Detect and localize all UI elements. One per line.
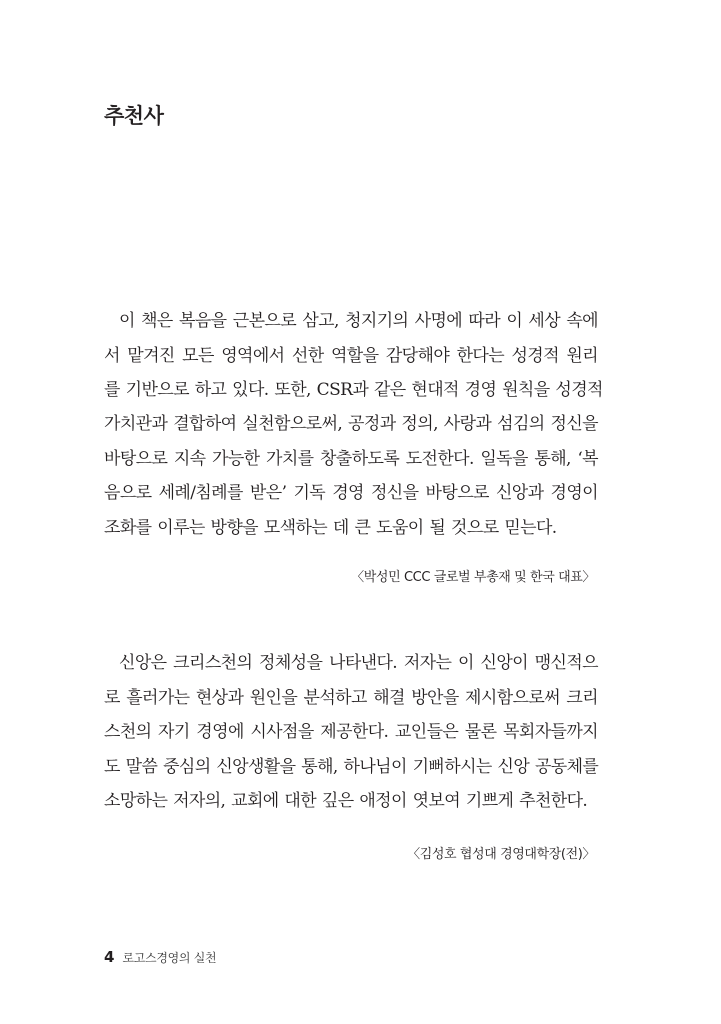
recommendation-1-attribution: 〈박성민 CCC 글로벌 부총재 및 한국 대표〉	[351, 570, 595, 585]
recommendation-1-line-4: 가치관과 결합하여 실천함으로써, 공정과 정의, 사랑과 섬김의 정신을	[104, 414, 598, 434]
recommendation-2-line-3: 스천의 자기 경영에 시사점을 제공한다. 교인들은 물론 목회자들까지	[104, 722, 598, 742]
page-footer	[104, 948, 216, 966]
recommendation-2-attribution: 〈김성호 협성대 경영대학장(전)〉	[407, 847, 595, 862]
page-title: 추천사	[104, 104, 164, 128]
running-title: 로고스경영의 실천	[122, 951, 217, 965]
recommendation-2-line-2: 로 흘러가는 현상과 원인을 분석하고 해결 방안을 제시함으로써 크리	[104, 688, 598, 708]
recommendation-1-line-6: 음으로 세례/침례를 받은’ 기독 경영 정신을 바탕으로 신앙과 경영이	[104, 483, 598, 503]
recommendation-2-line-1: 신앙은 크리스천의 정체성을 나타낸다. 저자는 이 신앙이 맹신적으	[119, 653, 598, 673]
recommendation-1-line-2: 서 맡겨진 모든 영역에서 선한 역할을 감당해야 한다는 성경적 원리	[104, 346, 598, 366]
recommendation-2-line-5: 소망하는 저자의, 교회에 대한 깊은 애정이 엿보여 기쁘게 추천한다.	[104, 791, 588, 811]
recommendation-1-line-1: 이 책은 복음을 근본으로 삼고, 청지기의 사명에 따라 이 세상 속에	[119, 311, 598, 331]
recommendation-1-line-5: 바탕으로 지속 가능한 가치를 창출하도록 도전한다. 일독을 통해, ‘복	[104, 449, 598, 469]
recommendation-1-line-3: 를 기반으로 하고 있다. 또한, CSR과 같은 현대적 경영 원칙을 성경적	[104, 380, 603, 400]
recommendation-1-line-7: 조화를 이루는 방향을 모색하는 데 큰 도움이 될 것으로 믿는다.	[104, 518, 557, 538]
recommendation-2-line-4: 도 말씀 중심의 신앙생활을 통해, 하나님이 기뻐하시는 신앙 공동체를	[104, 757, 599, 777]
page-number: 4	[104, 948, 115, 966]
